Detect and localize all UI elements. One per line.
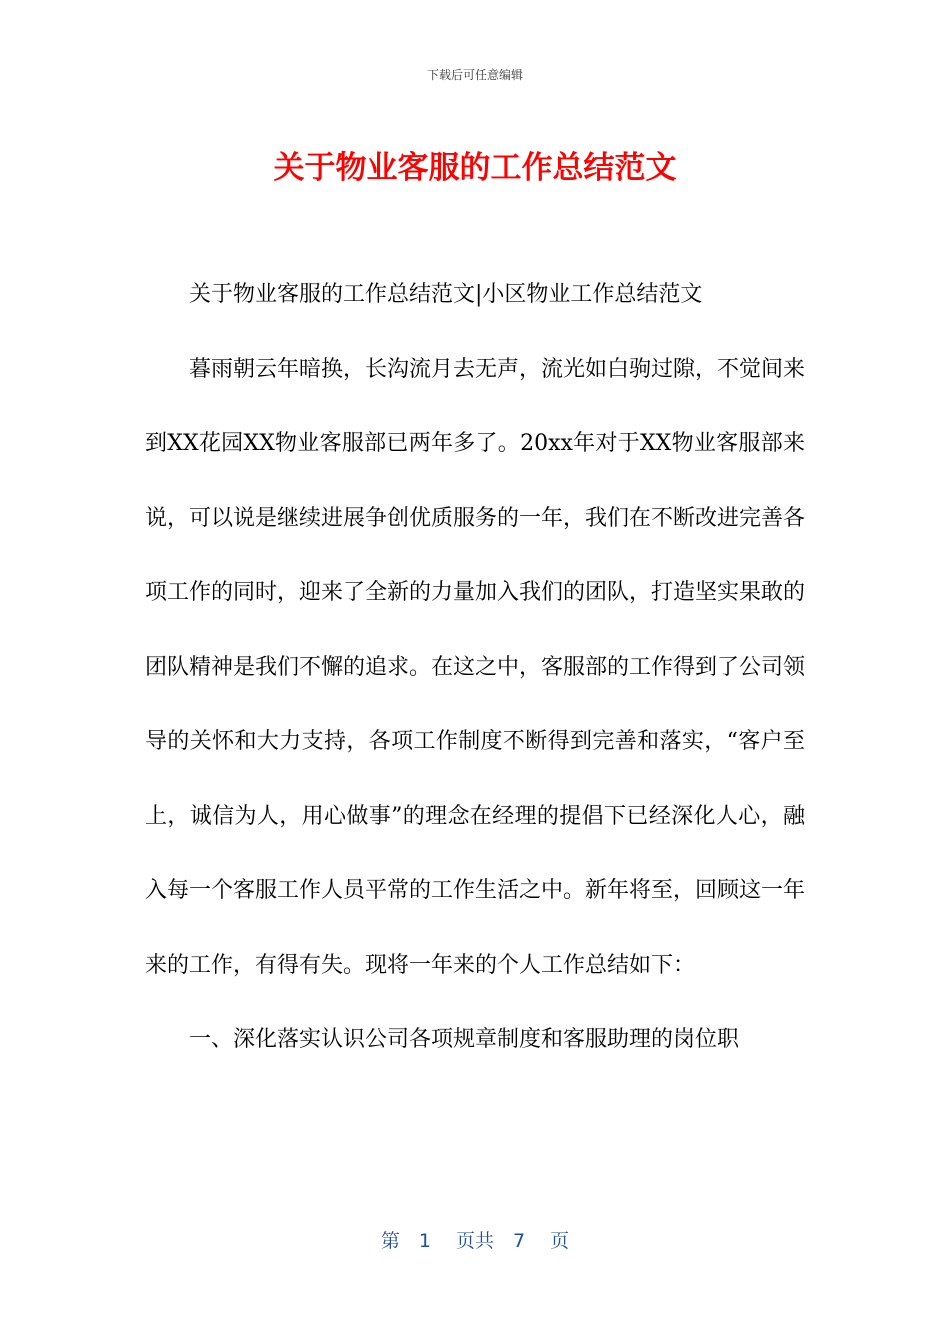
intro-paragraph: 暮雨朝云年暗换，长沟流月去无声，流光如白驹过隙，不觉间来到XX花园XX物业客服部已两年多了。20xx年对于XX物业客服部来说，可以说是继续进展争创优质服务的一年，我们在不断改进完善各项工作的同时，迎来了全新的力量加入我们的团队，打造坚实果敢的团队精神是我们不懈的追求。在这之中，客服部的工作得到了公司领导的关怀和大力支持，各项工作制度不断得到完善和落实，“客户至上，诚信为人，用心做事”的理念在经理的提倡下已经深化人心，融入每一个客服工作人员平常的工作生活之中。新年将至，回顾这一年来的工作，有得有失。现将一年来的个人工作总结如下： <box>145 356 806 978</box>
document-body <box>145 258 805 1078</box>
section-heading-1: 一、深化落实认识公司各项规章制度和客服助理的岗位职 <box>189 1027 740 1052</box>
page-number-footer: 第 1 页共 7 页 <box>380 1230 570 1252</box>
document-title: 关于物业客服的工作总结范文 <box>273 150 677 186</box>
header-note: 下载后可任意编辑 <box>426 68 523 82</box>
subtitle-paragraph: 关于物业客服的工作总结范文|小区物业工作总结范文 <box>189 282 703 307</box>
